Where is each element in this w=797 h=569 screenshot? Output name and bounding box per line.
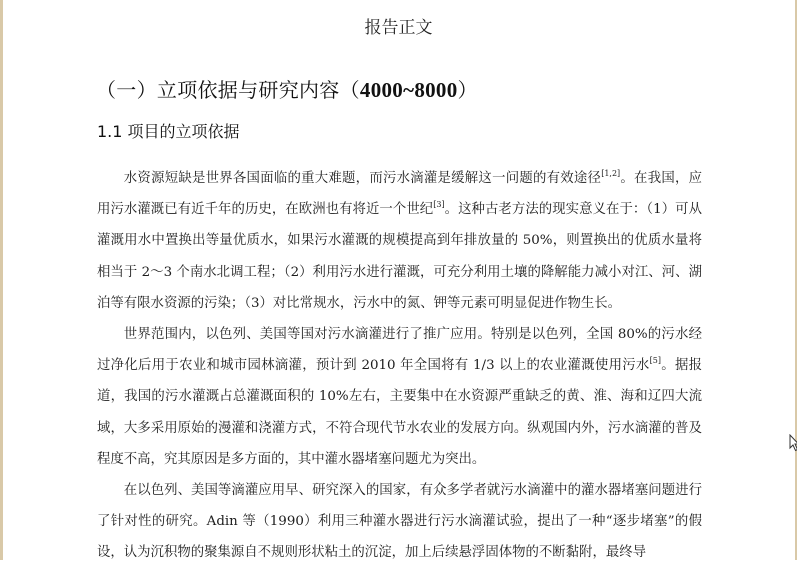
paragraph-text: 在以色列、美国等滴灌应用早、研究深入的国家，有众多学者就污水滴灌中的灌水器堵塞问题进行了针对性的研究。Adin 等（1990）利用三种灌水器进行污水滴灌试验，提出了一种“逐步堵塞”的假设，认为沉积物的聚集源自不规则形状粘土的沉淀，加上后续悬浮固体物的不断黏附，最终导	[97, 483, 702, 561]
section-heading	[96, 74, 478, 103]
paragraph-text: 。在我国，应用污水灌溉已有近千年的历史，在欧洲也有将近一个世纪	[97, 171, 703, 218]
paragraph-text: 。据报道，我国的污水灌溉占总灌溉面积的 10%左右，主要集中在水资源严重缺乏的黄、淮、海和辽四大流域，大多采用原始的漫灌和浇灌方式，不符合现代节水农业的发展方向。纵观国内外，污水滴灌的普及程度不高，究其原因是多方面的，其中灌水器堵塞问题尤为突出。	[97, 358, 703, 467]
paragraph-text: 水资源短缺是世界各国面临的重大难题，而污水滴灌是缓解这一问题的有效途径	[123, 171, 602, 186]
citation-ref: [1,2]	[601, 169, 621, 178]
mouse-cursor-icon	[789, 434, 797, 452]
paragraph-text: 。这种古老方法的现实意义在于：（1）可从灌溉用水中置换出等量优质水，如果污水灌溉的规模提高到年排放量的 50%，则置换出的优质水量将相当于 2～3 个南水北调工程；（2）利用污水进行灌溉，可充分利用土壤的降解能力减小对江、河、湖泊等有限水资源的污染；（3）对比常规水，污水中的氮、钾等元素可明显促进作物生长。	[97, 202, 702, 311]
subsection-heading: 1.1 项目的立项依据	[97, 122, 240, 141]
section-heading-suffix: ）	[457, 78, 478, 102]
paragraph-text: 世界范围内，以色列、美国等国对污水滴灌进行了推广应用。特别是以色列，全国 80%的污水经过净化后用于农业和城市园林滴灌，预计到 2010 年全国将有 1/3 以上的农业灌溉使用污水	[97, 327, 702, 374]
page-header-title: 报告正文	[364, 18, 433, 38]
citation-ref: [5]	[649, 356, 661, 366]
paragraph-2	[97, 319, 702, 475]
section-heading-range: 4000~8000	[359, 78, 458, 102]
paragraph-1	[97, 163, 702, 319]
body-text	[97, 163, 702, 569]
paragraph-3	[97, 475, 702, 569]
section-heading-prefix: （一）立项依据与研究内容（	[96, 78, 360, 102]
citation-ref: [3]	[433, 200, 445, 210]
